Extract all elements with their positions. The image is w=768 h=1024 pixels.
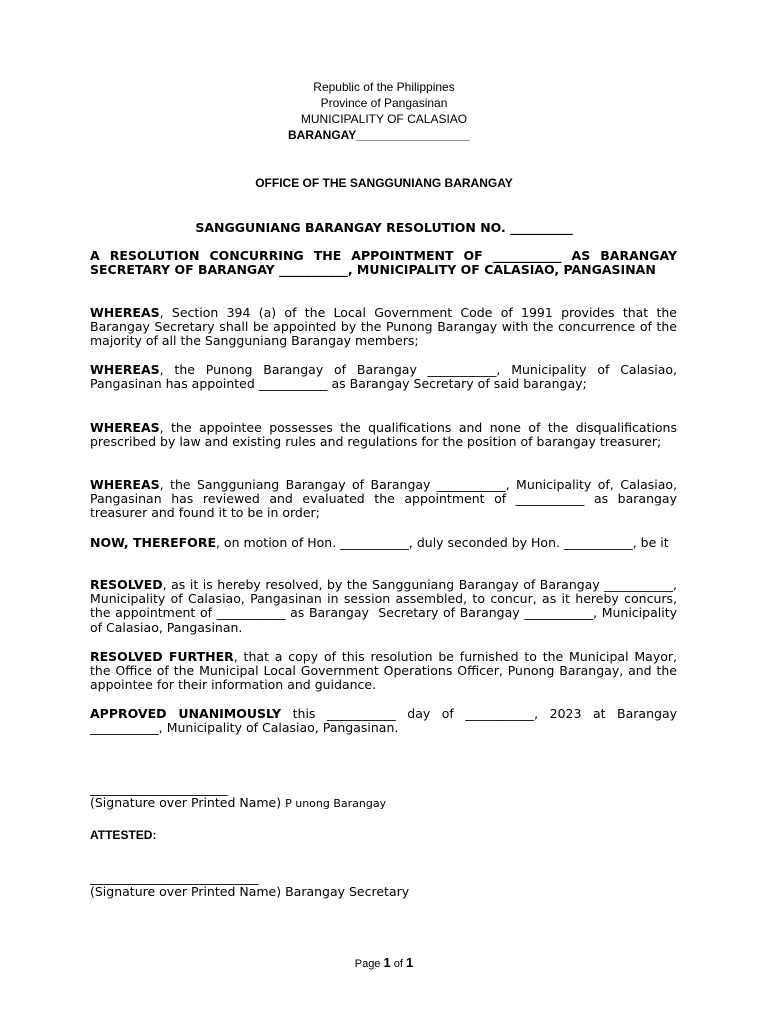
header-province: Province of Pangasinan [320,96,448,110]
paragraph-text: , as it is hereby resolved, by the Sangguniang Barangay of Barangay ___________, Municipality of Calasiao, Pangasinan in session assembled, to concur, as it hereby concurs, the appointment of ___________ as Barangay Secretary of Barangay ___________, Municipality of Calasiao, Pangasinan. [90,577,681,635]
paragraph-lead: WHEREAS [90,420,160,435]
paragraph-whereas-1 [90,305,681,349]
paragraph-text: , on motion of Hon. ___________, duly seconded by Hon. ___________, be it [215,535,669,550]
paragraph-approved [90,706,681,736]
signature-role: P unong Barangay [285,797,387,810]
paragraph-lead: WHEREAS [90,362,160,377]
paragraph-whereas-2 [90,362,681,392]
paragraph-text: , the appointee possesses the qualifications and none of the disqualifications prescribed by law and existing rules and regulations for the position of barangay treasurer; [90,420,681,450]
signature-caption-text: (Signature over Printed Name) [90,795,286,810]
page-of-word: of [390,958,407,970]
header-barangay: BARANGAY_________________ [288,128,470,142]
header-republic: Republic of the Philippines [313,80,455,94]
page-current: 1 [383,955,391,970]
paragraph-text: this ___________ day of ___________, 2023 at Barangay ___________, Municipality of Calasiao, Pangasinan. [90,706,681,736]
resolution-title: A RESOLUTION CONCURRING THE APPOINTMENT OF ___________ AS BARANGAY SECRETARY OF BARANGAY ___________, MUNICIPALITY OF CALASIAO, PANGASINAN [90,248,682,278]
paragraph-whereas-4 [90,477,681,521]
attested-label: ATTESTED: [90,828,157,842]
paragraph-whereas-3 [90,420,681,450]
paragraph-text: , the Sangguniang Barangay of Barangay ___________, Municipality of, Calasiao, Pangasinan has reviewed and evaluated the appointment of ___________ as barangay treasurer and found it to be in order; [90,477,681,521]
page-word: Page [354,958,384,970]
page-footer [0,955,768,970]
header-municipality: MUNICIPALITY OF CALASIAO [300,112,468,126]
signature-caption-secretary: (Signature over Printed Name) Barangay Secretary [90,884,410,899]
paragraph-lead: RESOLVED [90,577,163,592]
paragraph-lead: APPROVED UNANIMOUSLY [90,706,282,721]
paragraph-text: , Section 394 (a) of the Local Government Code of 1991 provides that the Barangay Secretary shall be appointed by the Punong Barangay with the concurrence of the majority of all the Sangguniang Barangay members; [90,305,681,349]
signature-caption-punong [90,795,386,810]
paragraph-text: , that a copy of this resolution be furnished to the Municipal Mayor, the Office of the Municipal Local Government Operations Officer, Punong Barangay, and the appointee for their information and guidance. [90,649,681,693]
resolution-number: SANGGUNIANG BARANGAY RESOLUTION NO. __________ [195,220,573,235]
paragraph-lead: WHEREAS [90,305,160,320]
paragraph-lead: NOW, THEREFORE [90,535,216,550]
office-heading: OFFICE OF THE SANGGUNIANG BARANGAY [255,176,513,190]
signature-line-punong: ______________________ [90,781,228,796]
paragraph-lead: WHEREAS [90,477,160,492]
page-total: 1 [406,955,414,970]
signature-line-secretary: ___________________________ [90,870,259,885]
paragraph-resolved-further [90,649,681,693]
paragraph-text: , the Punong Barangay of Barangay ___________, Municipality of Calasiao, Pangasinan has appointed ___________ as Barangay Secretary of said barangay; [90,362,681,392]
paragraph-lead: RESOLVED FURTHER [90,649,234,664]
paragraph-resolved [90,577,681,635]
paragraph-now-therefore [90,536,677,550]
